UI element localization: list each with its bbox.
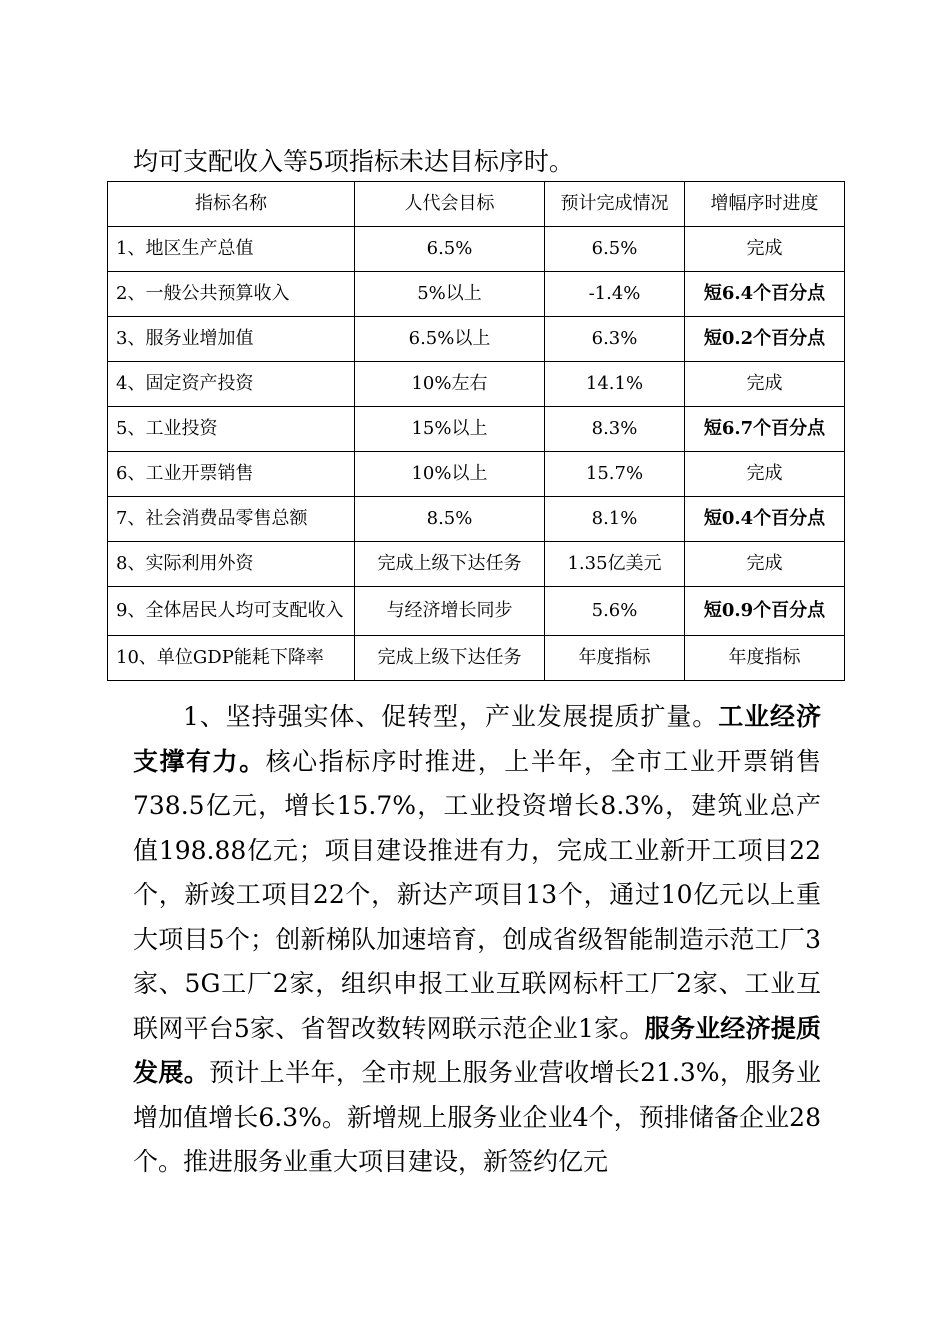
row-name: 4、固定资产投资 bbox=[108, 362, 355, 407]
lead-text: 均可支配收入等5项指标未达目标序时。 bbox=[133, 147, 574, 176]
para-text-industry: 核心指标序时推进，上半年，全市工业开票销售738.5亿元，增长15.7%，工业投资增长8.3%，建筑业总产值198.88亿元；项目建设推进有力，完成工业新开工项目22个，新竣工项目22个，新达产项目13个，通过10亿元以上重大项目5个；创新梯队加速培育，创成省级智能制造示范工厂3家、5G工厂2家，组织申报工业互联网标杆工厂2家、工业互联网平台5家、省智改数转网联示范企业1家。 bbox=[133, 746, 821, 1043]
table-row bbox=[108, 272, 845, 317]
header-indicator-name: 指标名称 bbox=[108, 182, 355, 227]
row-actual: 8.3% bbox=[545, 407, 685, 452]
header-progress: 增幅序时进度 bbox=[685, 182, 845, 227]
row-name: 1、地区生产总值 bbox=[108, 227, 355, 272]
para-intro: 1、坚持强实体、促转型，产业发展提质扩量。 bbox=[183, 702, 719, 731]
row-progress: 短0.9个百分点 bbox=[685, 587, 845, 636]
row-progress: 短6.7个百分点 bbox=[685, 407, 845, 452]
table-row bbox=[108, 542, 845, 587]
row-actual: -1.4% bbox=[545, 272, 685, 317]
table-row bbox=[108, 227, 845, 272]
row-progress: 短0.4个百分点 bbox=[685, 497, 845, 542]
table-row bbox=[108, 362, 845, 407]
row-target: 8.5% bbox=[355, 497, 545, 542]
body-paragraph bbox=[133, 695, 821, 1185]
header-target: 人代会目标 bbox=[355, 182, 545, 227]
row-target: 完成上级下达任务 bbox=[355, 542, 545, 587]
header-actual: 预计完成情况 bbox=[545, 182, 685, 227]
row-target: 15%以上 bbox=[355, 407, 545, 452]
row-progress: 短0.2个百分点 bbox=[685, 317, 845, 362]
row-name: 9、全体居民人均可支配收入 bbox=[108, 587, 355, 636]
para-heading-industry: 工业经济支撑有力。 bbox=[133, 702, 821, 776]
table-header-row bbox=[108, 182, 845, 227]
row-target: 10%以上 bbox=[355, 452, 545, 497]
row-progress: 完成 bbox=[685, 452, 845, 497]
row-target: 与经济增长同步 bbox=[355, 587, 545, 636]
row-target: 10%左右 bbox=[355, 362, 545, 407]
row-name: 10、单位GDP能耗下降率 bbox=[108, 636, 355, 681]
row-progress: 短6.4个百分点 bbox=[685, 272, 845, 317]
para-heading-services: 服务业经济提质发展。 bbox=[133, 1013, 821, 1087]
table-row bbox=[108, 636, 845, 681]
row-progress: 完成 bbox=[685, 542, 845, 587]
row-name: 7、社会消费品零售总额 bbox=[108, 497, 355, 542]
row-actual: 14.1% bbox=[545, 362, 685, 407]
row-target: 6.5%以上 bbox=[355, 317, 545, 362]
row-actual: 8.1% bbox=[545, 497, 685, 542]
row-name: 5、工业投资 bbox=[108, 407, 355, 452]
row-actual: 6.5% bbox=[545, 227, 685, 272]
row-progress: 完成 bbox=[685, 362, 845, 407]
row-name: 2、一般公共预算收入 bbox=[108, 272, 355, 317]
table-row bbox=[108, 497, 845, 542]
row-actual: 年度指标 bbox=[545, 636, 685, 681]
row-actual: 6.3% bbox=[545, 317, 685, 362]
row-actual: 5.6% bbox=[545, 587, 685, 636]
row-name: 8、实际利用外资 bbox=[108, 542, 355, 587]
para-text-services: 预计上半年，全市规上服务业营收增长21.3%，服务业增加值增长6.3%。新增规上服务业企业4个，预排储备企业28个。推进服务业重大项目建设，新签约亿元 bbox=[133, 1058, 821, 1176]
row-actual: 1.35亿美元 bbox=[545, 542, 685, 587]
table-row bbox=[108, 452, 845, 497]
row-name: 3、服务业增加值 bbox=[108, 317, 355, 362]
table-row bbox=[108, 587, 845, 636]
row-target: 6.5% bbox=[355, 227, 545, 272]
table-row bbox=[108, 407, 845, 452]
indicator-table bbox=[107, 181, 845, 681]
row-target: 完成上级下达任务 bbox=[355, 636, 545, 681]
row-actual: 15.7% bbox=[545, 452, 685, 497]
row-name: 6、工业开票销售 bbox=[108, 452, 355, 497]
row-progress: 完成 bbox=[685, 227, 845, 272]
row-progress: 年度指标 bbox=[685, 636, 845, 681]
table-row bbox=[108, 317, 845, 362]
row-target: 5%以上 bbox=[355, 272, 545, 317]
